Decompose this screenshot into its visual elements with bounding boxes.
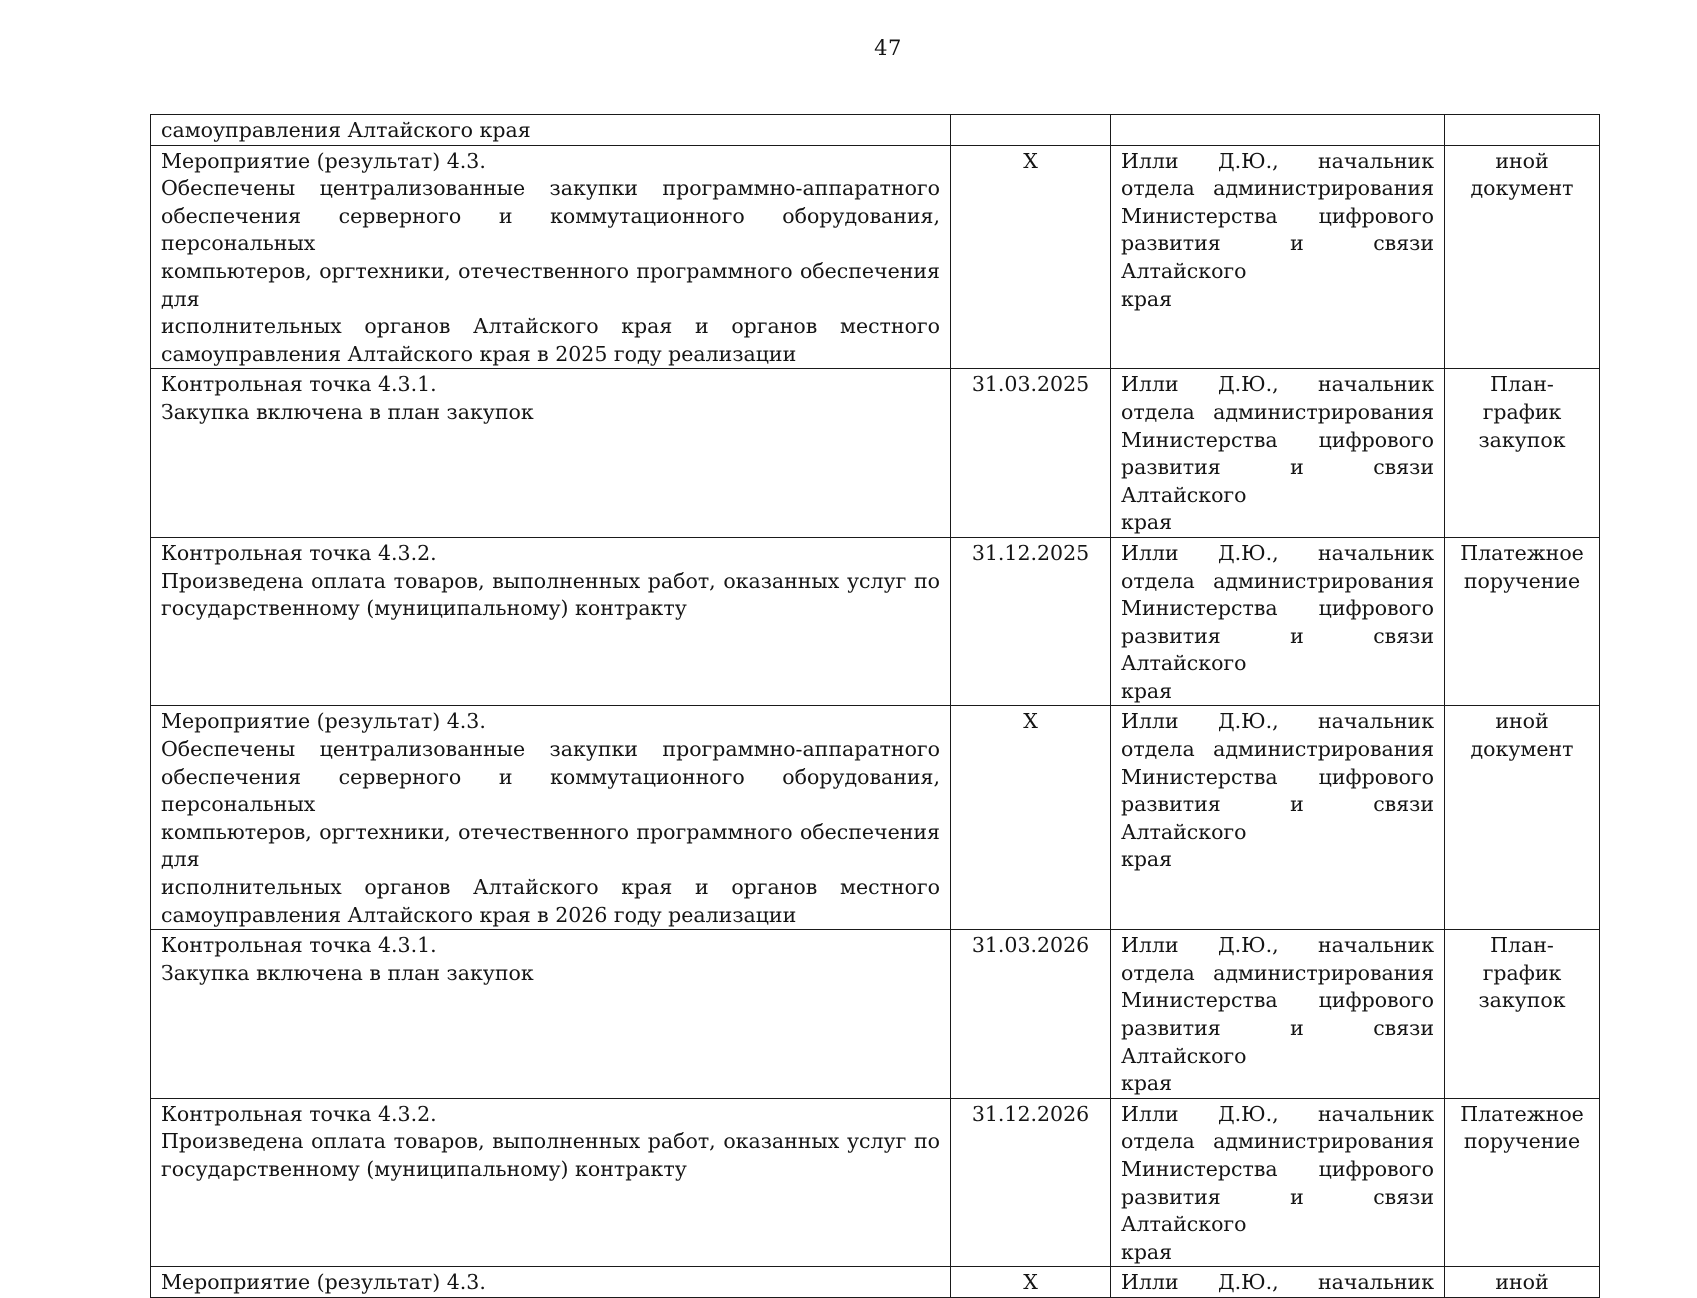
implementation-plan-table bbox=[150, 114, 1600, 1298]
responsible-cell bbox=[1111, 1267, 1445, 1298]
document-type-line: План-график bbox=[1482, 933, 1562, 985]
description-line: компьютеров, оргтехники, отечественного программного обеспечения для bbox=[161, 258, 940, 311]
responsible-cell bbox=[1111, 1098, 1445, 1267]
description-line: Закупка включена в план закупок bbox=[161, 399, 534, 424]
document-cell bbox=[1445, 537, 1600, 706]
responsible-cell bbox=[1111, 115, 1445, 146]
document-type-line: иной bbox=[1495, 148, 1549, 173]
responsible-line: Илли Д.Ю., начальник bbox=[1121, 1101, 1434, 1126]
document-cell bbox=[1445, 706, 1600, 930]
responsible-line: отдела администрирования bbox=[1121, 568, 1434, 593]
document-cell bbox=[1445, 1098, 1600, 1267]
document-cell bbox=[1445, 145, 1600, 369]
responsible-cell bbox=[1111, 145, 1445, 369]
table-row bbox=[151, 537, 1600, 706]
date-cell bbox=[951, 1098, 1111, 1267]
description-cell bbox=[151, 537, 951, 706]
description-line: Обеспечены централизованные закупки программно-аппаратного bbox=[161, 176, 940, 201]
item-heading: Контрольная точка 4.3.1. bbox=[161, 933, 437, 958]
table-row bbox=[151, 706, 1600, 930]
item-heading: Мероприятие (результат) 4.3. bbox=[161, 1270, 486, 1295]
description-line: Закупка включена в план закупок bbox=[161, 960, 534, 985]
item-heading: Мероприятие (результат) 4.3. bbox=[161, 709, 486, 734]
document-type-line: закупок bbox=[1478, 988, 1566, 1013]
deadline-date: 31.12.2025 bbox=[971, 540, 1090, 565]
date-cell bbox=[951, 1267, 1111, 1298]
date-cell bbox=[951, 115, 1111, 146]
description-line: Обеспечены централизованные закупки программно-аппаратного bbox=[161, 737, 940, 762]
document-type-line: иной bbox=[1495, 709, 1549, 734]
table-row bbox=[151, 369, 1600, 538]
responsible-line: края bbox=[1121, 510, 1173, 535]
item-heading: Контрольная точка 4.3.2. bbox=[161, 540, 437, 565]
document-cell bbox=[1445, 1267, 1600, 1298]
item-heading: Контрольная точка 4.3.2. bbox=[161, 1101, 437, 1126]
document-cell bbox=[1445, 930, 1600, 1099]
responsible-line: Министерства цифрового bbox=[1121, 1156, 1434, 1181]
item-heading: самоуправления Алтайского края bbox=[161, 118, 531, 142]
description-line: исполнительных органов Алтайского края и органов местного bbox=[161, 875, 940, 900]
responsible-line: Министерства цифрового bbox=[1121, 596, 1434, 621]
responsible-line: Министерства цифрового bbox=[1121, 764, 1434, 789]
responsible-line: Министерства цифрового bbox=[1121, 988, 1434, 1013]
date-cell bbox=[951, 145, 1111, 369]
responsible-cell bbox=[1111, 706, 1445, 930]
responsible-line: развития и связи Алтайского bbox=[1121, 623, 1434, 676]
document-type-line: документ bbox=[1470, 737, 1574, 762]
document-type-line: поручение bbox=[1463, 568, 1581, 593]
description-line: самоуправления Алтайского края в 2026 году реализации bbox=[161, 902, 797, 927]
item-heading: Контрольная точка 4.3.1. bbox=[161, 372, 437, 397]
responsible-line: Илли Д.Ю., начальник bbox=[1121, 933, 1434, 958]
description-line: обеспечения серверного и коммутационного оборудования, персональных bbox=[161, 203, 940, 256]
responsible-line: Илли Д.Ю., начальник bbox=[1121, 148, 1434, 173]
deadline-date: X bbox=[1023, 709, 1038, 734]
date-cell bbox=[951, 930, 1111, 1099]
description-cell bbox=[151, 369, 951, 538]
responsible-line: Министерства цифрового bbox=[1121, 427, 1434, 452]
responsible-line: отдела администрирования bbox=[1121, 1129, 1434, 1154]
responsible-line: отдела администрирования bbox=[1121, 960, 1434, 985]
description-line: компьютеров, оргтехники, отечественного программного обеспечения для bbox=[161, 819, 940, 872]
description-cell bbox=[151, 1098, 951, 1267]
responsible-line: края bbox=[1121, 1239, 1173, 1264]
document-type-line: Платежное bbox=[1460, 1101, 1584, 1126]
table-row bbox=[151, 930, 1600, 1099]
date-cell bbox=[951, 369, 1111, 538]
responsible-line: края bbox=[1121, 678, 1173, 703]
responsible-line: Илли Д.Ю., начальник bbox=[1121, 709, 1434, 734]
responsible-line: края bbox=[1121, 847, 1173, 872]
table-row bbox=[151, 145, 1600, 369]
document-cell bbox=[1445, 115, 1600, 146]
description-cell bbox=[151, 145, 951, 369]
description-cell bbox=[151, 930, 951, 1099]
description-cell bbox=[151, 1267, 951, 1298]
responsible-cell bbox=[1111, 537, 1445, 706]
deadline-date: X bbox=[1023, 148, 1038, 173]
document-cell bbox=[1445, 369, 1600, 538]
responsible-line: отдела администрирования bbox=[1121, 176, 1434, 201]
document-type-line: План-график bbox=[1482, 372, 1562, 424]
description-line: самоуправления Алтайского края в 2025 году реализации bbox=[161, 341, 797, 366]
description-line: государственному (муниципальному) контракту bbox=[161, 596, 687, 621]
table-row bbox=[151, 1267, 1600, 1298]
responsible-cell bbox=[1111, 369, 1445, 538]
responsible-line: Илли Д.Ю., начальник bbox=[1121, 1270, 1434, 1295]
responsible-line: Илли Д.Ю., начальник bbox=[1121, 540, 1434, 565]
responsible-line: развития и связи Алтайского bbox=[1121, 1016, 1434, 1068]
responsible-line: края bbox=[1121, 286, 1173, 311]
responsible-line: развития и связи Алтайского bbox=[1121, 455, 1434, 507]
deadline-date: 31.03.2026 bbox=[971, 933, 1090, 958]
document-type-line: поручение bbox=[1463, 1129, 1581, 1154]
responsible-cell bbox=[1111, 930, 1445, 1099]
document-type-line: иной bbox=[1495, 1270, 1549, 1295]
deadline-date: 31.12.2026 bbox=[971, 1101, 1090, 1126]
description-cell bbox=[151, 115, 951, 146]
responsible-line: развития и связи Алтайского bbox=[1121, 231, 1434, 283]
description-line: исполнительных органов Алтайского края и органов местного bbox=[161, 314, 940, 339]
responsible-line: отдела администрирования bbox=[1121, 737, 1434, 762]
table-row bbox=[151, 115, 1600, 146]
description-line: государственному (муниципальному) контракту bbox=[161, 1156, 687, 1181]
document-type-line: документ bbox=[1470, 176, 1574, 201]
document-type-line: закупок bbox=[1478, 427, 1566, 452]
deadline-date: 31.03.2025 bbox=[971, 372, 1090, 397]
date-cell bbox=[951, 537, 1111, 706]
table-body bbox=[151, 115, 1600, 1298]
responsible-line: Министерства цифрового bbox=[1121, 203, 1434, 228]
page-number: 47 bbox=[874, 36, 902, 60]
description-cell bbox=[151, 706, 951, 930]
date-cell bbox=[951, 706, 1111, 930]
description-line: Произведена оплата товаров, выполненных работ, оказанных услуг по bbox=[161, 568, 940, 593]
item-heading: Мероприятие (результат) 4.3. bbox=[161, 148, 486, 173]
deadline-date: X bbox=[1023, 1270, 1038, 1295]
responsible-line: развития и связи Алтайского bbox=[1121, 792, 1434, 844]
responsible-line: развития и связи Алтайского bbox=[1121, 1184, 1434, 1237]
description-line: обеспечения серверного и коммутационного оборудования, персональных bbox=[161, 764, 940, 817]
responsible-line: Илли Д.Ю., начальник bbox=[1121, 372, 1434, 397]
description-line: Произведена оплата товаров, выполненных работ, оказанных услуг по bbox=[161, 1129, 940, 1154]
document-type-line: Платежное bbox=[1460, 540, 1584, 565]
responsible-line: края bbox=[1121, 1071, 1173, 1096]
responsible-line: отдела администрирования bbox=[1121, 399, 1434, 424]
table-row bbox=[151, 1098, 1600, 1267]
